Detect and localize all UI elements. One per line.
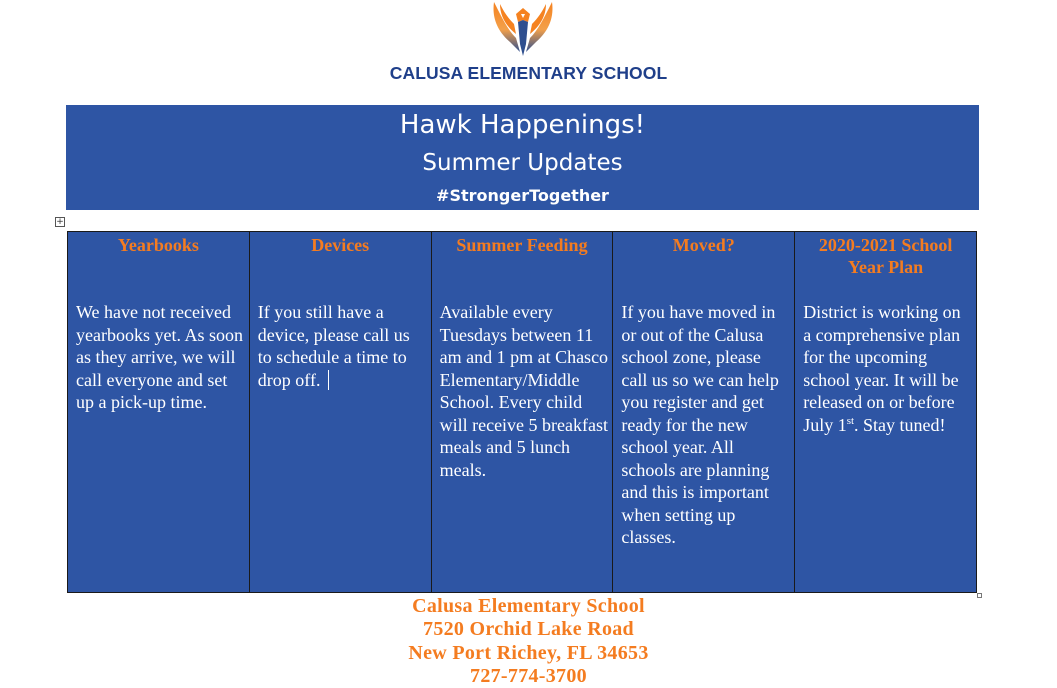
column-body-text: If you still have a device, please call us to schedule a time to drop off. xyxy=(257,302,410,390)
column-body-text-end: . Stay tuned! xyxy=(854,414,946,435)
footer-phone: 727-774-3700 xyxy=(470,664,587,687)
column-heading: 2020-2021 School Year Plan xyxy=(818,235,953,277)
column-heading: Summer Feeding xyxy=(456,235,588,255)
column-moved xyxy=(613,232,795,592)
column-body[interactable]: We have not received yearbooks yet. As soon as they arrive, we will call everyone and set up a pick-up time. xyxy=(76,302,243,412)
footer-city: New Port Richey, FL 34653 xyxy=(408,641,649,664)
table-move-handle-icon[interactable]: + xyxy=(56,217,64,227)
footer-school-name: Calusa Elementary School xyxy=(412,595,645,617)
column-yearbooks xyxy=(68,232,250,592)
column-school-year-plan xyxy=(795,232,976,592)
school-name: CALUSA ELEMENTARY SCHOOL xyxy=(389,63,668,83)
footer-street: 7520 Orchid Lake Road xyxy=(423,618,634,641)
banner-title: Hawk Happenings! xyxy=(399,110,646,140)
column-heading: Devices xyxy=(311,235,370,255)
column-body-text: District is working on a comprehensive plan for the upcoming school year. It will be released on or before July 1 xyxy=(803,302,961,435)
banner-subtitle: Summer Updates xyxy=(422,150,623,176)
column-summer-feeding xyxy=(432,232,614,592)
column-heading: Yearbooks xyxy=(117,235,199,255)
header-banner xyxy=(66,105,979,210)
column-devices xyxy=(250,232,432,592)
column-body[interactable]: Available every Tuesdays between 11 am and 1 pm at Chasco Elementary/Middle School. Every child will receive 5 breakfast meals and 5 lunch meals. xyxy=(439,302,609,480)
ordinal-suffix: st xyxy=(846,414,855,427)
column-body[interactable] xyxy=(258,301,427,391)
column-heading: Moved? xyxy=(672,235,735,255)
footer-address xyxy=(0,595,1057,688)
text-cursor xyxy=(328,370,329,390)
column-body[interactable] xyxy=(803,301,972,436)
column-body[interactable]: If you have moved in or out of the Calusa school zone, please call us so we can help you register and get ready for the new school year. All schools are planning and this is important when setting up classes. xyxy=(621,302,779,547)
banner-hashtag: #StrongerTogether xyxy=(436,186,609,205)
hawk-logo-icon xyxy=(486,0,560,58)
updates-table xyxy=(67,231,977,593)
